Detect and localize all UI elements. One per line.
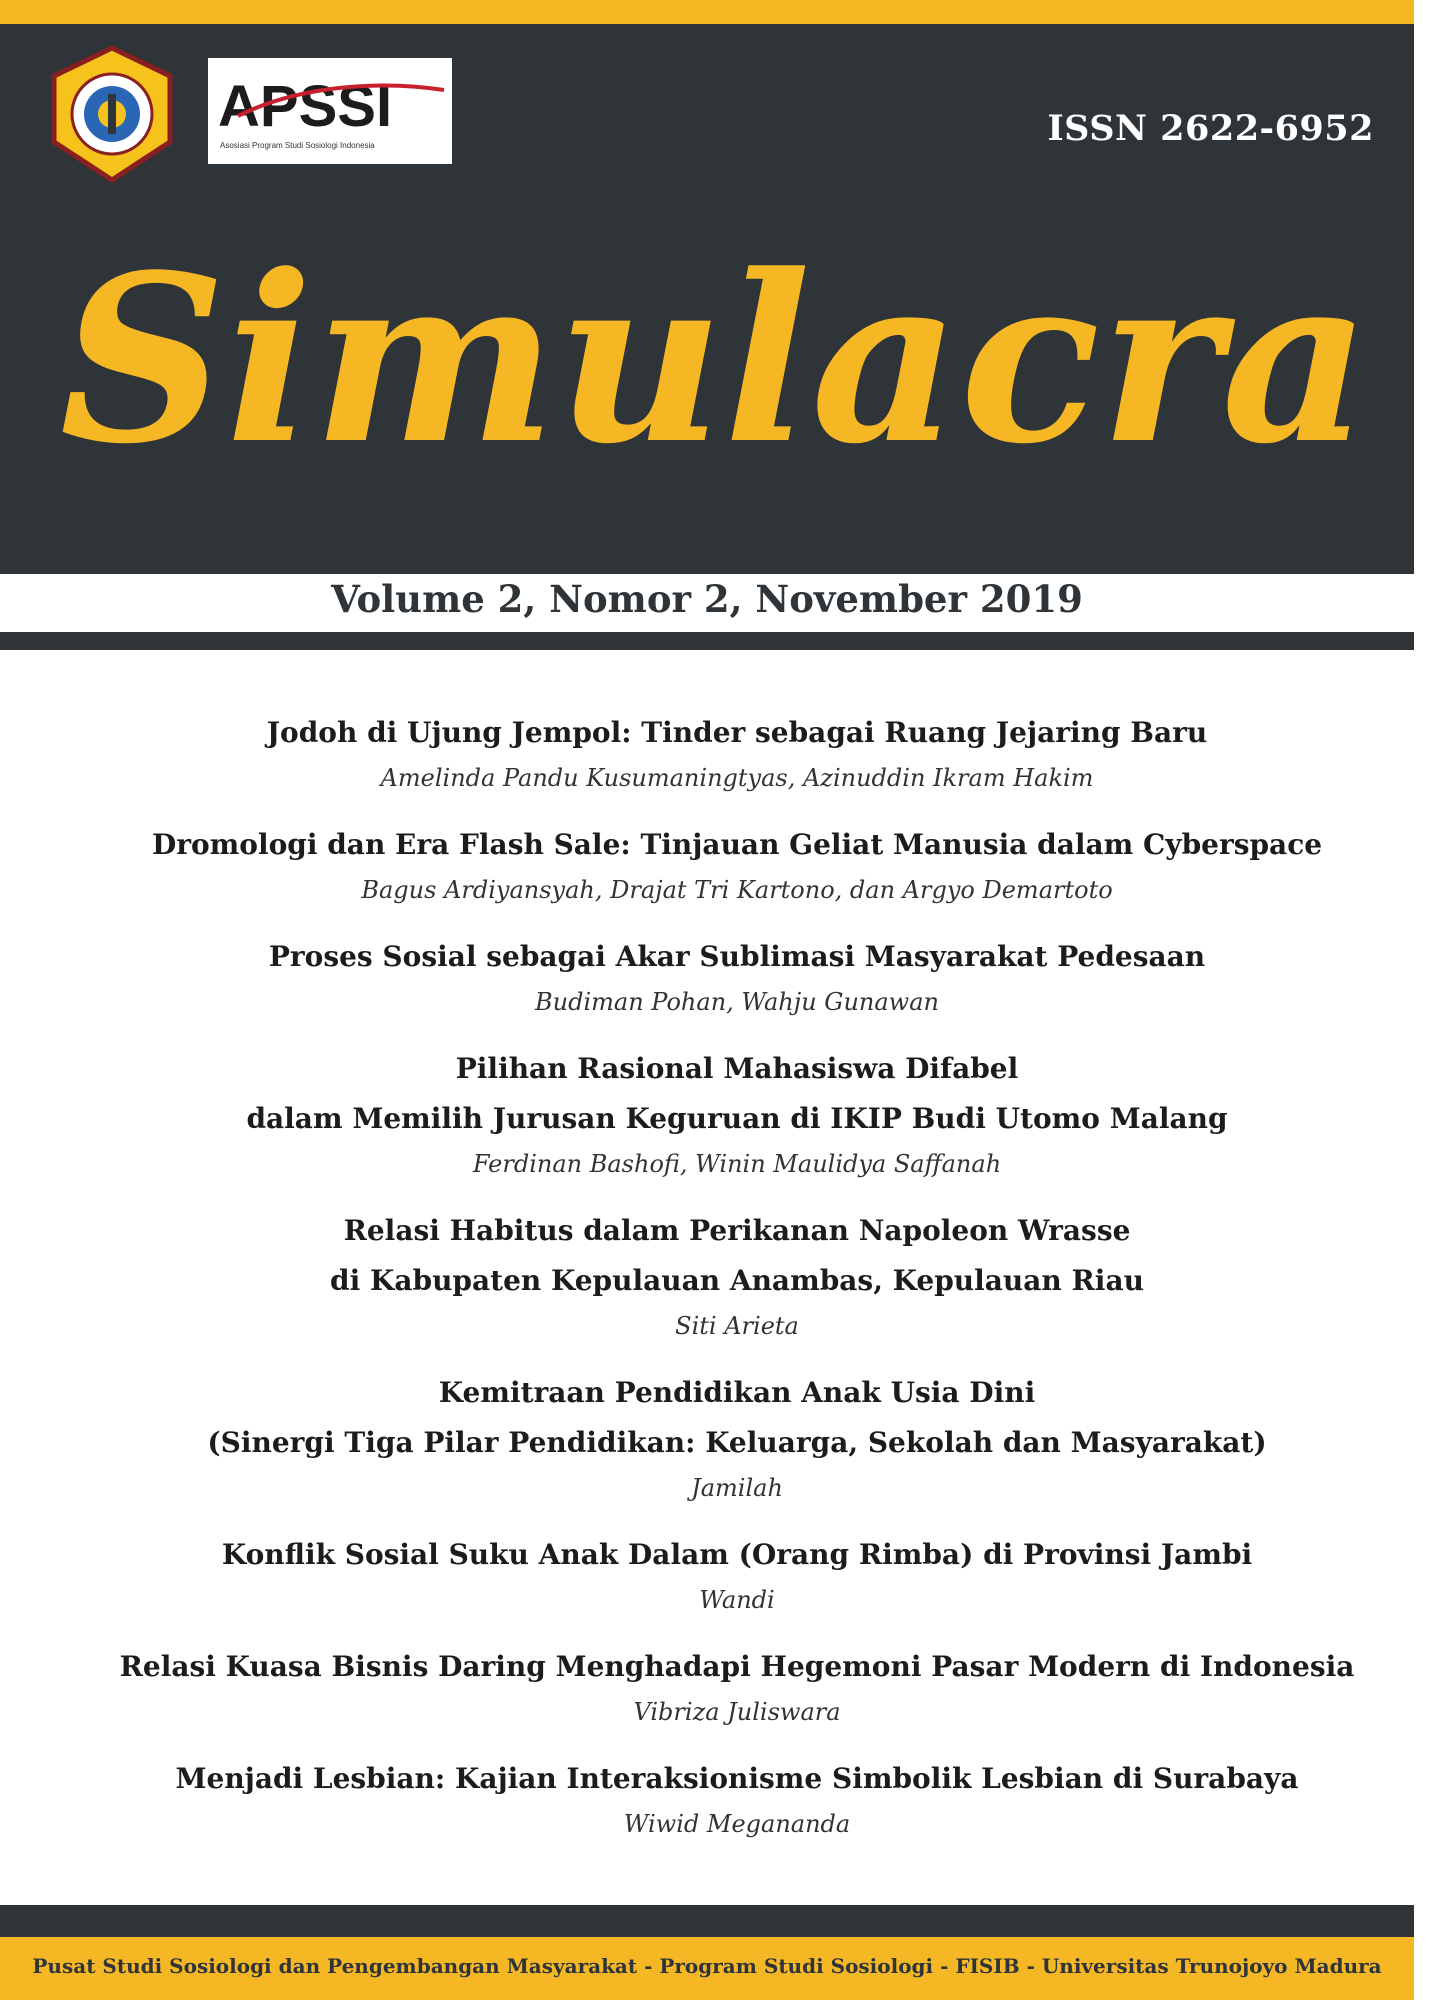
article-entry bbox=[40, 708, 1434, 798]
volume-issue-date: Volume 2, Nomor 2, November 2019 bbox=[331, 577, 1083, 621]
article-title: di Kabupaten Kepulauan Anambas, Kepulauan Riau bbox=[330, 1264, 1144, 1297]
article-authors: Ferdinan Bashofi, Winin Maulidya Saffanah bbox=[472, 1150, 1002, 1178]
table-of-contents bbox=[40, 708, 1434, 1866]
article-title: Menjadi Lesbian: Kajian Interaksionisme Simbolik Lesbian di Surabaya bbox=[175, 1762, 1299, 1795]
article-authors: Wandi bbox=[699, 1586, 775, 1614]
article-authors: Amelinda Pandu Kusumaningtyas, Azinuddin Ikram Hakim bbox=[380, 764, 1094, 792]
article-authors: Vibriza Juliswara bbox=[633, 1698, 841, 1726]
article-authors: Siti Arieta bbox=[675, 1312, 799, 1340]
top-accent-stripe bbox=[0, 0, 1414, 24]
article-authors: Jamilah bbox=[691, 1474, 783, 1502]
article-title: Konflik Sosial Suku Anak Dalam (Orang Rimba) di Provinsi Jambi bbox=[221, 1538, 1253, 1571]
article-title: Dromologi dan Era Flash Sale: Tinjauan Geliat Manusia dalam Cyberspace bbox=[151, 828, 1323, 861]
article-title: (Sinergi Tiga Pilar Pendidikan: Keluarga, Sekolah dan Masyarakat) bbox=[207, 1426, 1267, 1459]
article-entry bbox=[40, 1206, 1434, 1346]
journal-title-wordmark bbox=[59, 210, 1371, 530]
apssi-logo-text: APSSI bbox=[218, 74, 393, 139]
article-title: Pilihan Rasional Mahasiswa Difabel bbox=[455, 1052, 1019, 1085]
header-divider-bar bbox=[0, 632, 1414, 650]
article-authors: Wiwid Megananda bbox=[623, 1810, 851, 1838]
article-title: Kemitraan Pendidikan Anak Usia Dini bbox=[438, 1376, 1036, 1409]
article-entry bbox=[40, 1368, 1434, 1508]
article-entry bbox=[40, 1530, 1434, 1620]
issn-number: ISSN 2622-6952 bbox=[1047, 108, 1374, 149]
journal-title: Simulacra bbox=[59, 225, 1371, 495]
publisher-footer: Pusat Studi Sosiologi dan Pengembangan Masyarakat - Program Studi Sosiologi - FISIB - Universitas Trunojoyo Madura bbox=[32, 1954, 1382, 1978]
article-title: Proses Sosial sebagai Akar Sublimasi Masyarakat Pedesaan bbox=[268, 940, 1206, 973]
article-entry bbox=[40, 932, 1434, 1022]
article-entry bbox=[40, 820, 1434, 910]
article-title: dalam Memilih Jurusan Keguruan di IKIP Budi Utomo Malang bbox=[246, 1102, 1228, 1135]
apssi-logo-subtext: Asosiasi Program Studi Sosiologi Indonesia bbox=[220, 141, 375, 150]
article-authors: Budiman Pohan, Wahju Gunawan bbox=[535, 988, 939, 1016]
article-authors: Bagus Ardiyansyah, Drajat Tri Kartono, dan Argyo Demartoto bbox=[361, 876, 1113, 904]
article-title: Jodoh di Ujung Jempol: Tinder sebagai Ruang Jejaring Baru bbox=[266, 716, 1208, 749]
article-title: Relasi Kuasa Bisnis Daring Menghadapi Hegemoni Pasar Modern di Indonesia bbox=[119, 1650, 1355, 1683]
article-entry bbox=[40, 1044, 1434, 1184]
article-entry bbox=[40, 1642, 1434, 1732]
university-seal-logo bbox=[42, 44, 182, 184]
article-title: Relasi Habitus dalam Perikanan Napoleon Wrasse bbox=[343, 1214, 1131, 1247]
apssi-logo bbox=[208, 58, 452, 164]
footer-dark-bar bbox=[0, 1905, 1414, 1937]
article-entry bbox=[40, 1754, 1434, 1844]
